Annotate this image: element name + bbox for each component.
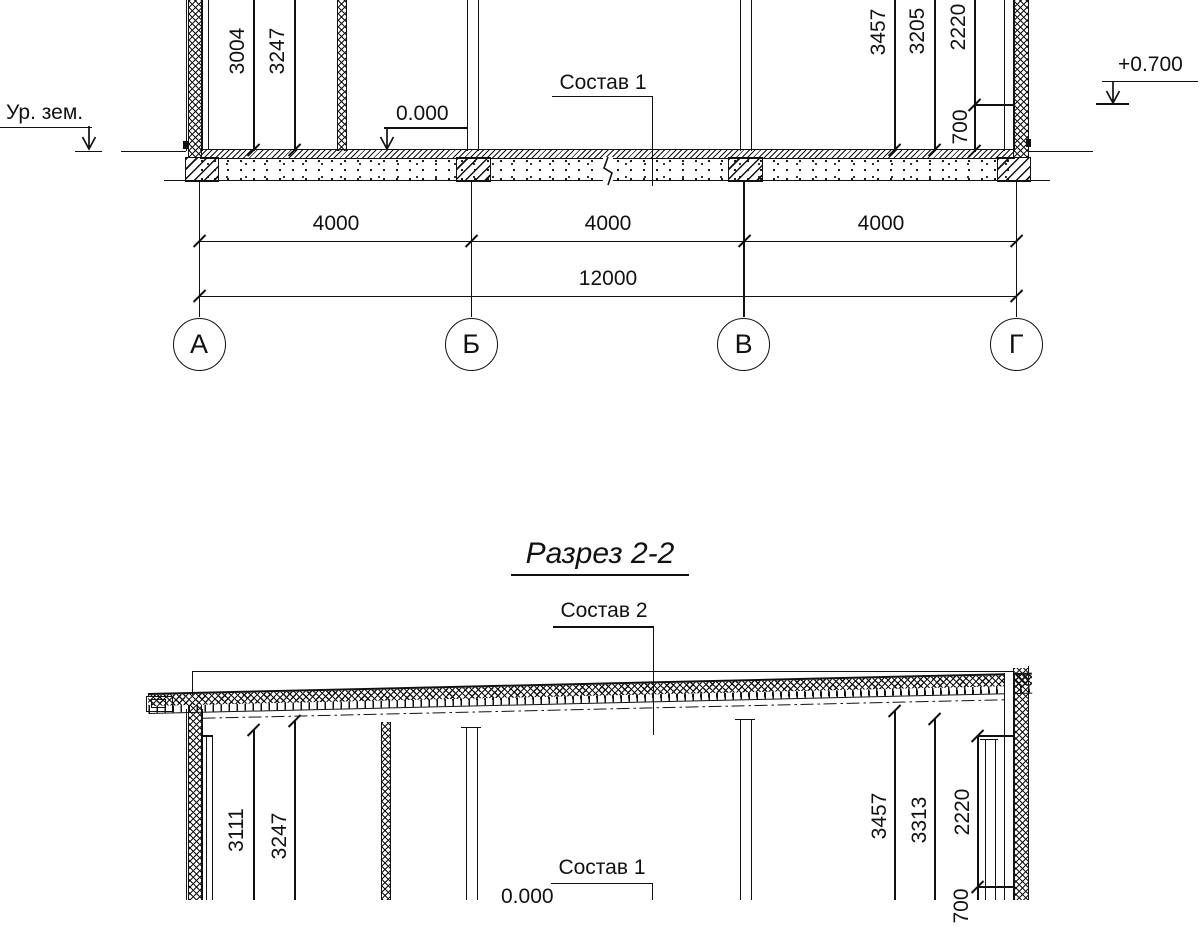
dimension-line [894,0,896,151]
dimension-label: 700 [950,888,973,924]
wall-insulation-hatch [188,705,202,900]
leader-line [652,96,654,186]
dimension-line [294,0,296,151]
level-tick-line [1096,103,1129,105]
dimension-line [934,0,936,151]
dimension-label: 3247 [268,812,291,860]
column-cap-line [735,719,755,721]
leader-line [653,626,655,735]
axis-circle-b: Б [445,318,498,371]
dimension-label: 3111 [225,808,248,852]
column-section [466,728,478,900]
floor-composition-label: Состав 1 [559,71,647,94]
leader-line [552,96,653,98]
level-extension-line [975,104,1014,106]
roof-assembly [148,673,1033,725]
dimension-line [294,721,296,900]
column-section [467,0,479,151]
dimension-label: 3457 [867,8,890,56]
dimension-label: 2220 [951,788,974,836]
span-dimension-label: 4000 [584,212,632,235]
leader-line [553,626,654,628]
column-section [740,0,752,151]
column-section [985,740,996,900]
base-plate [1026,139,1031,147]
roof-level-connector [192,671,194,695]
leader-line [384,127,468,129]
column-section [740,720,752,900]
dimension-label: 700 [949,109,972,145]
floor-composition-label: Состав 1 [558,856,646,879]
level-extension-line [978,735,1014,737]
roof-composition-label: Состав 2 [560,599,648,622]
foundation-block [997,157,1031,182]
leader-line [551,883,653,885]
span-dimension-label: 4000 [857,212,905,235]
dimension-line [253,0,255,151]
foundation-block [185,157,219,182]
foundation-block [728,157,763,182]
wall-inner-line [201,0,203,151]
level-extension-line [978,886,1014,888]
ground-level-label: Ур. зем. [6,101,84,124]
dimension-line [974,0,976,152]
wall-outer-line [186,0,188,151]
wall-outer-line [1028,0,1030,151]
foundation-block [456,157,491,182]
dimension-line [199,296,1017,298]
ground-line [1029,151,1093,153]
axis-circle-v: В [717,318,770,371]
dimension-label: 3004 [226,27,249,75]
elevation-roof-label: +0.700 [1118,53,1183,76]
down-arrow-icon [1104,81,1122,105]
total-dimension-label: 12000 [578,267,638,290]
dimension-label: 3457 [868,792,891,840]
base-plate [183,141,188,149]
elevation-zero-label: 0.000 [501,885,554,908]
dimension-line [199,241,1017,243]
wall-inner-line [201,709,203,900]
elevation-zero-label: 0.000 [396,102,449,125]
leader-line [652,883,654,901]
ground-line [121,151,186,153]
dimension-label: 2220 [947,3,970,51]
wall-outer-line [1028,666,1030,900]
column-flange-line [208,0,210,150]
dimension-label: 3313 [908,796,931,844]
axis-circle-g: Г [990,318,1043,371]
roof-level-extension-line [192,671,1014,673]
dimension-label: 3247 [266,27,289,75]
column-cap-line [202,735,213,737]
wall-insulation-hatch [188,0,202,158]
pier-section [381,722,391,900]
down-arrow-icon [378,127,396,151]
dimension-label: 3205 [906,7,929,55]
dimension-line [977,736,979,900]
column-cap-line [980,739,998,741]
dimension-line [253,730,255,900]
break-symbol [598,157,618,185]
dimension-line [894,711,896,900]
column-section [206,736,213,900]
section-title: Разрез 2-2 [511,537,689,576]
eave-gutter-inner [151,699,166,708]
span-dimension-label: 4000 [312,212,360,235]
column-cap-line [461,727,481,729]
dimension-line [934,719,936,900]
pier-section [337,0,347,151]
down-arrow-icon [80,126,98,151]
axis-circle-a: А [173,318,226,371]
wall-outer-line [186,709,188,900]
leader-line [0,127,92,129]
